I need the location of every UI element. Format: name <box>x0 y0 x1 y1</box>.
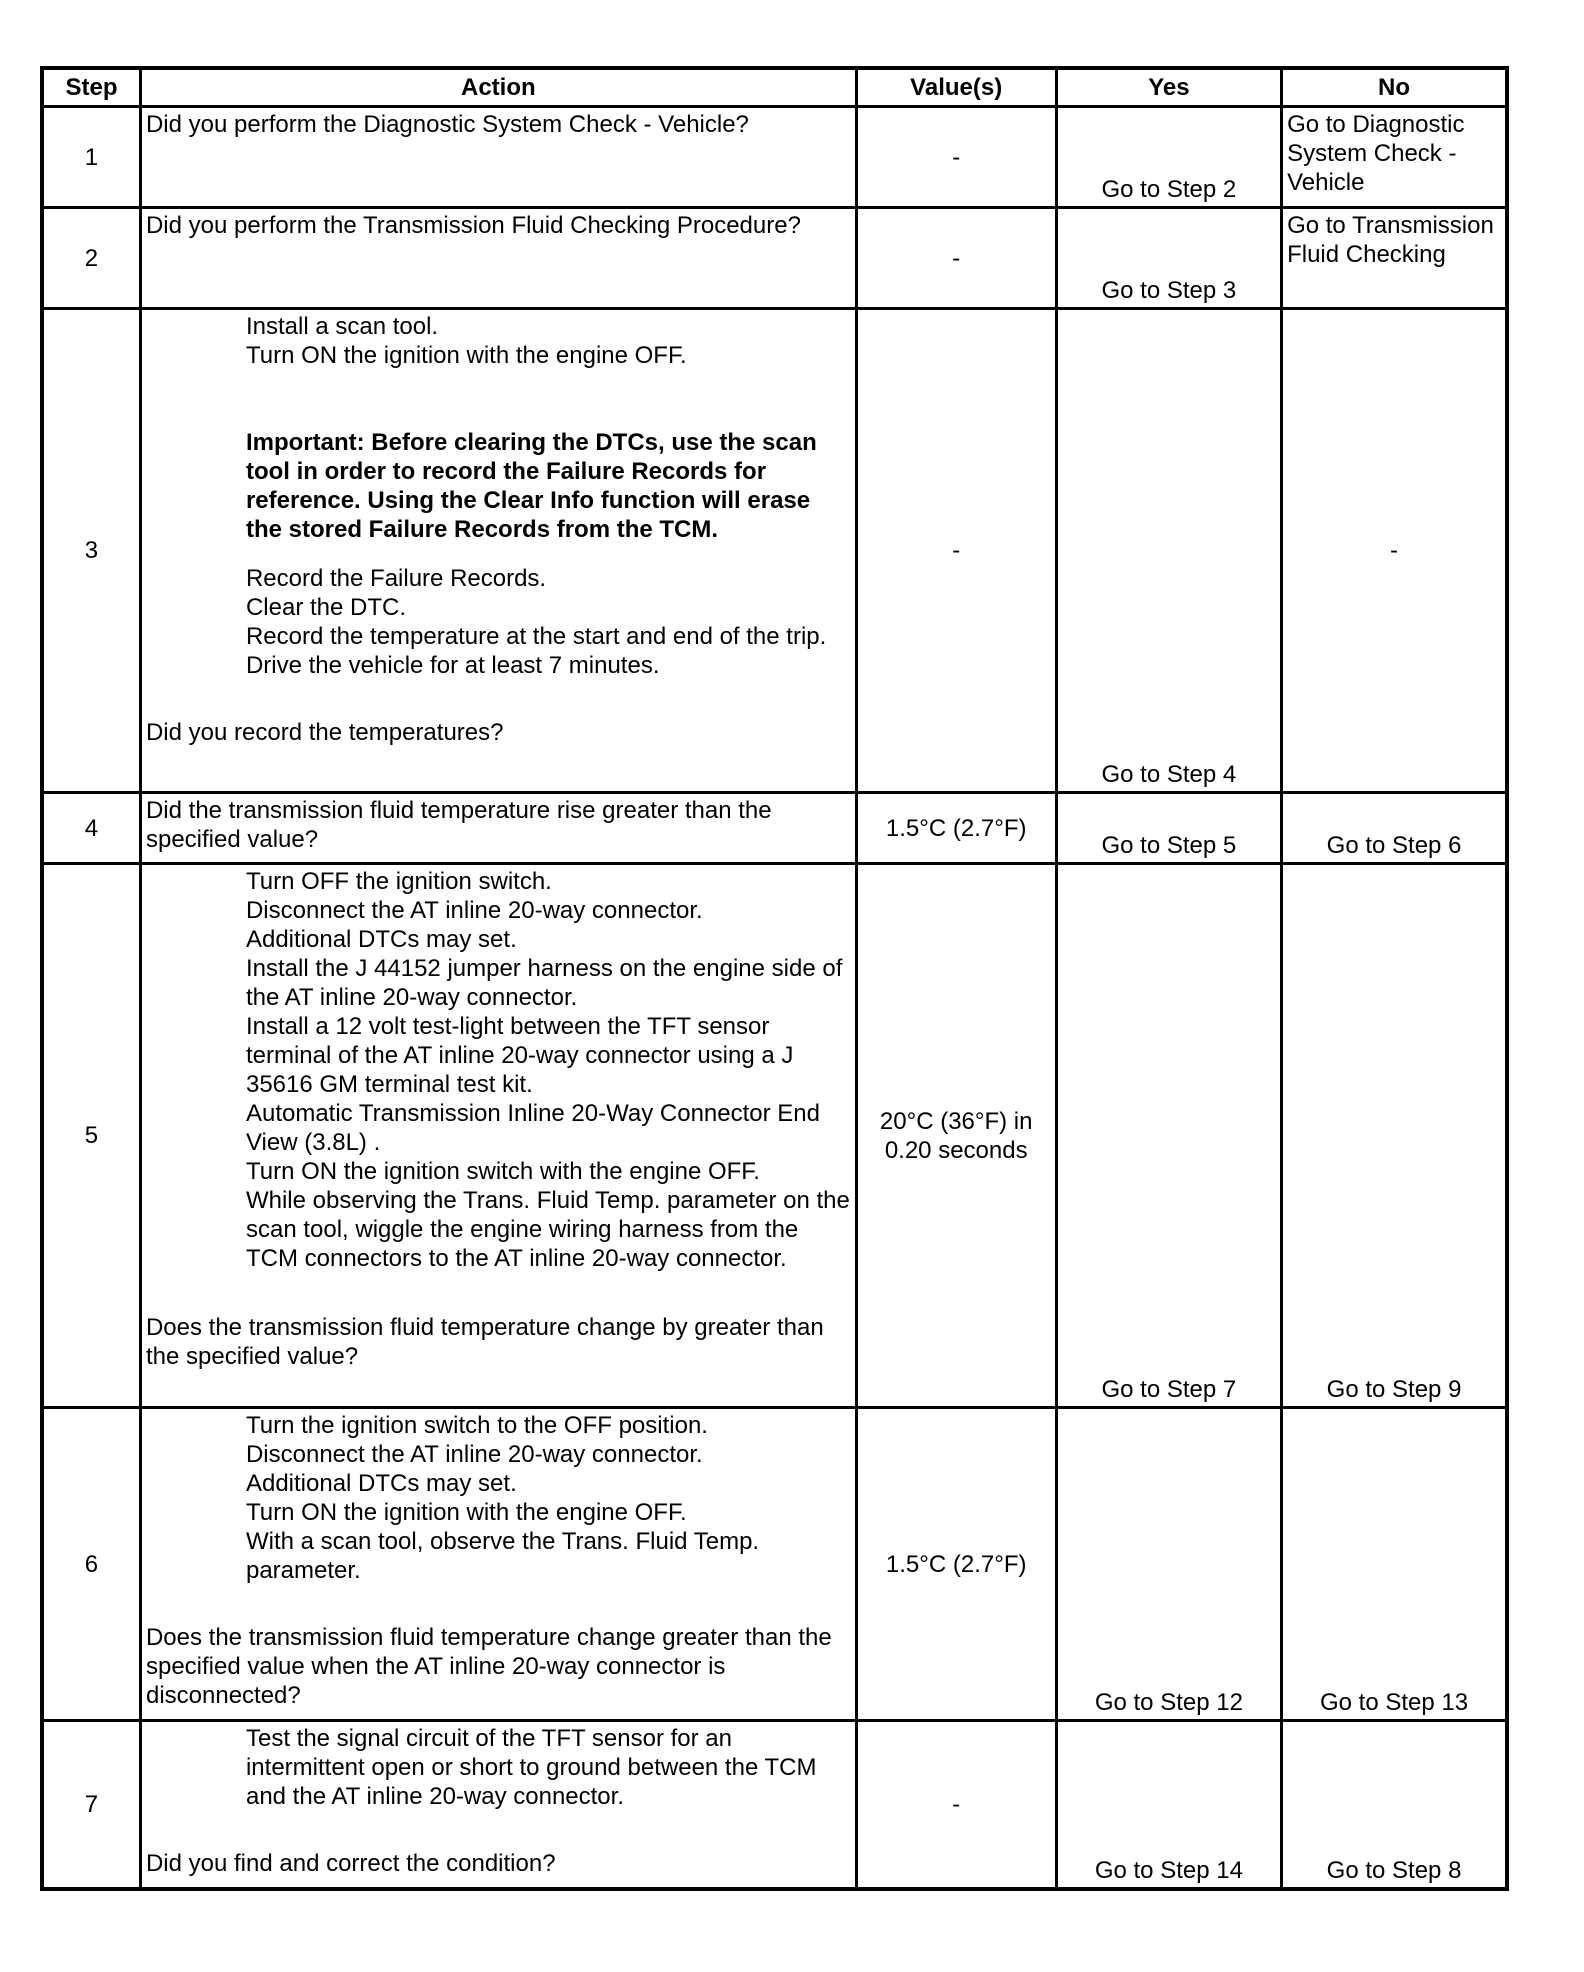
no-cell: Go to Step 9 <box>1282 864 1507 1408</box>
action-question: Did you find and correct the condition? <box>145 1850 556 1877</box>
action-question: Did the transmission fluid temperature rise greater than the specified value? <box>145 797 772 853</box>
instruction-item: Additional DTCs may set. <box>245 926 517 953</box>
value-cell: 1.5°C (2.7°F) <box>856 1408 1056 1721</box>
instruction-list <box>146 1411 851 1585</box>
no-cell: Go to Step 13 <box>1282 1408 1507 1721</box>
no-cell: Go to Step 6 <box>1282 793 1507 864</box>
header-step: Step <box>42 68 140 107</box>
table-row <box>42 1721 1507 1890</box>
value-cell: 20°C (36°F) in 0.20 seconds <box>856 864 1056 1408</box>
instruction-item: Install a scan tool. <box>245 313 439 340</box>
table-row <box>42 107 1507 208</box>
value-cell: - <box>856 1721 1056 1890</box>
instruction-list <box>146 1724 851 1811</box>
instruction-item: With a scan tool, observe the Trans. Fluid Temp. parameter. <box>245 1528 760 1584</box>
table-row <box>42 208 1507 309</box>
instruction-list <box>146 312 851 680</box>
yes-cell: Go to Step 7 <box>1056 864 1281 1408</box>
table-row <box>42 793 1507 864</box>
important-note: Important: Before clearing the DTCs, use the scan tool in order to record the Failure Records for reference. Using the Clear Info function will erase the stored Failure Records from the TCM. <box>245 429 817 543</box>
diagnostic-table <box>40 66 1509 1891</box>
no-cell: Go to Diagnostic System Check - Vehicle <box>1282 107 1507 208</box>
action-question: Did you record the temperatures? <box>145 719 504 746</box>
action-question: Does the transmission fluid temperature change greater than the specified value when the AT inline 20-way connector is disconnected? <box>145 1624 832 1709</box>
header-no: No <box>1282 68 1507 107</box>
step-number: 7 <box>42 1721 140 1890</box>
header-yes: Yes <box>1056 68 1281 107</box>
action-cell <box>140 1408 856 1721</box>
action-cell <box>140 864 856 1408</box>
header-row <box>42 68 1507 107</box>
step-number: 4 <box>42 793 140 864</box>
instruction-list <box>146 867 851 1273</box>
instruction-item: Record the Failure Records. <box>245 565 547 592</box>
no-cell: Go to Transmission Fluid Checking <box>1282 208 1507 309</box>
yes-cell: Go to Step 3 <box>1056 208 1281 309</box>
no-cell: Go to Step 8 <box>1282 1721 1507 1890</box>
yes-cell: Go to Step 12 <box>1056 1408 1281 1721</box>
value-cell: - <box>856 208 1056 309</box>
yes-cell: Go to Step 14 <box>1056 1721 1281 1890</box>
no-cell: - <box>1282 309 1507 793</box>
instruction-item: Turn ON the ignition with the engine OFF. <box>245 1499 687 1526</box>
instruction-item: Install a 12 volt test-light between the TFT sensor terminal of the AT inline 20-way connector using a J 35616 GM terminal test kit. <box>245 1013 794 1098</box>
instruction-item: Disconnect the AT inline 20-way connector. <box>245 1441 703 1468</box>
instruction-item: Record the temperature at the start and end of the trip. <box>245 623 827 650</box>
instruction-item: Clear the DTC. <box>245 594 407 621</box>
step-number: 6 <box>42 1408 140 1721</box>
step-number: 5 <box>42 864 140 1408</box>
instruction-item: While observing the Trans. Fluid Temp. parameter on the scan tool, wiggle the engine wiring harness from the TCM connectors to the AT inline 20-way connector. <box>245 1187 850 1272</box>
header-values: Value(s) <box>856 68 1056 107</box>
action-question: Did you perform the Diagnostic System Check - Vehicle? <box>145 111 749 138</box>
action-cell <box>140 208 856 309</box>
action-cell <box>140 1721 856 1890</box>
instruction-item: Disconnect the AT inline 20-way connector. <box>245 897 703 924</box>
instruction-item: Additional DTCs may set. <box>245 1470 517 1497</box>
value-cell: - <box>856 309 1056 793</box>
instruction-item: Turn the ignition switch to the OFF position. <box>245 1412 708 1439</box>
table-row <box>42 864 1507 1408</box>
instruction-item: Turn ON the ignition switch with the engine OFF. <box>245 1158 760 1185</box>
table-row <box>42 1408 1507 1721</box>
instruction-item: Automatic Transmission Inline 20-Way Connector End View (3.8L) . <box>245 1100 820 1156</box>
instruction-item: Drive the vehicle for at least 7 minutes. <box>245 652 660 679</box>
action-cell <box>140 309 856 793</box>
action-cell <box>140 793 856 864</box>
yes-cell: Go to Step 4 <box>1056 309 1281 793</box>
instruction-item: Install the J 44152 jumper harness on the engine side of the AT inline 20-way connector. <box>245 955 843 1011</box>
value-cell: - <box>856 107 1056 208</box>
action-question: Does the transmission fluid temperature change by greater than the specified value? <box>145 1314 824 1370</box>
instruction-item: Turn OFF the ignition switch. <box>245 868 552 895</box>
value-cell: 1.5°C (2.7°F) <box>856 793 1056 864</box>
action-question: Did you perform the Transmission Fluid Checking Procedure? <box>145 212 801 239</box>
step-number: 3 <box>42 309 140 793</box>
step-number: 2 <box>42 208 140 309</box>
header-action: Action <box>140 68 856 107</box>
yes-cell: Go to Step 5 <box>1056 793 1281 864</box>
instruction-item: Turn ON the ignition with the engine OFF. <box>245 342 687 369</box>
step-number: 1 <box>42 107 140 208</box>
yes-cell: Go to Step 2 <box>1056 107 1281 208</box>
table-row <box>42 309 1507 793</box>
instruction-item: Test the signal circuit of the TFT sensor for an intermittent open or short to ground between the TCM and the AT inline 20-way connector. <box>245 1725 817 1810</box>
action-cell <box>140 107 856 208</box>
